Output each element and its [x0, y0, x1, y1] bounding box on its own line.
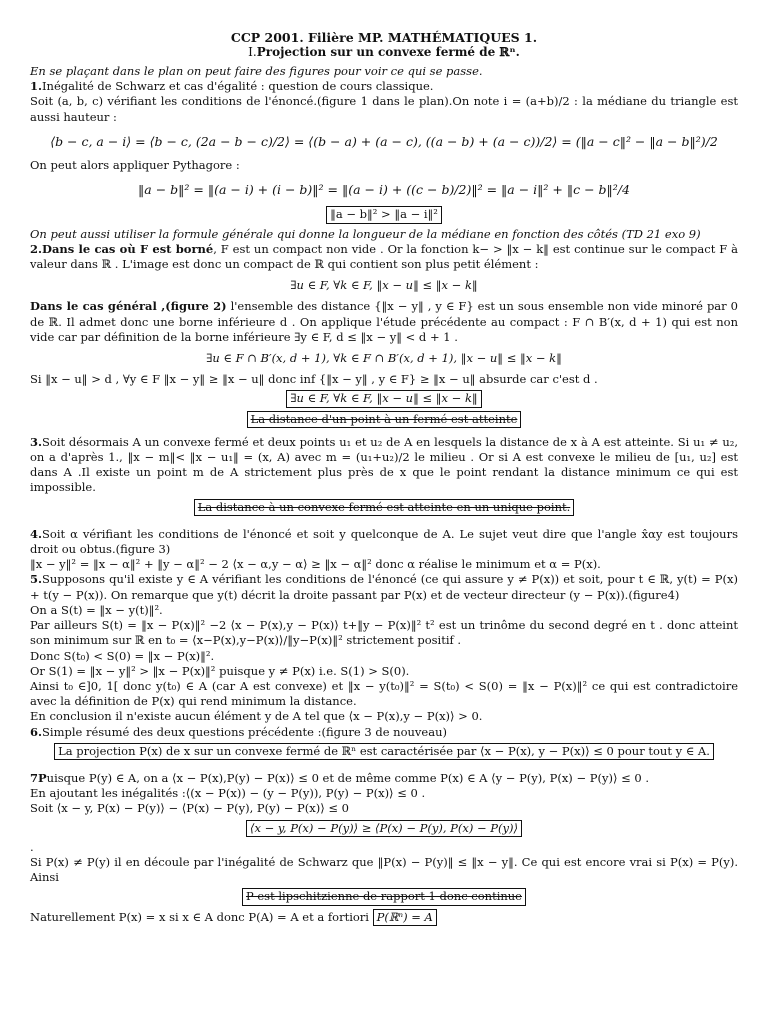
q1-line3: On peut alors appliquer Pythagore : — [30, 158, 240, 173]
q7-final-text: Naturellement P(x) = x si x ∈ A donc P(A) = A et a fortiori — [30, 909, 373, 924]
subtitle-prefix: I. — [248, 45, 257, 59]
q4-text2: ‖x − y‖² = ‖x − α‖² + ‖y − α‖² − 2 ⟨x − α,y − α⟩ ≥ ‖x − α‖² donc α réalise le minimum et α = P(x). — [30, 557, 601, 572]
q5-paragraph-1 — [30, 572, 738, 602]
doc-title: CCP 2001. Filière MP. MATHÉMATIQUES 1. — [230, 30, 538, 45]
q5-line-0: Supposons qu'il existe y ∈ A vérifiant les conditions de l'énoncé (ce qui assure y ≠ P(x)) et soit, pour t ∈ ℝ, y(t) = P(x) + t(y − P(x)). On remarque que y(t) décrit la droite passant par P(x) et de vecteur directeur (y − P(x)).(figure4) — [30, 572, 738, 602]
q7-final — [30, 909, 738, 926]
q7-line-0: uisque P(y) ∈ A, on a ⟨x − P(x),P(y) − P(x)⟩ ≤ 0 et de même comme P(x) ∈ A ⟨y − P(y), P(x) − P(y)⟩ ≤ 0 . — [46, 770, 650, 785]
q2-equation-1: ∃u ∈ F, ∀k ∈ F, ‖x − u‖ ≤ ‖x − k‖ — [290, 278, 478, 293]
q1-line2: Soit (a, b, c) vérifiant les conditions de l'énoncé.(figure 1 dans le plan).On note i = (a+b)/2 : la médiane du triangle est aussi hauteur : — [30, 94, 738, 124]
q5-line-1: On a S(t) = ‖x − y(t)‖². — [30, 602, 163, 617]
q7-boxed-2-text: P est lipschitzienne de rapport 1 donc continue — [242, 888, 526, 905]
q6-boxed — [30, 743, 738, 760]
q2-boxed-2 — [30, 411, 738, 428]
q3-boxed — [30, 499, 738, 516]
q3-heading: 3. — [30, 434, 43, 449]
q7-paragraph — [30, 771, 738, 786]
q5-line-4: Or S(1) = ‖x − y‖² > ‖x − P(x)‖² puisque y ≠ P(x) i.e. S(1) > S(0). — [30, 663, 410, 678]
q2-general-text: l'ensemble des distance {‖x − y‖ , y ∈ F} est un sous ensemble non vide minoré par 0 de ℝ. Il admet donc une borne inférieure d . On applique l'étude précédente au compact : F ∩ B′(x, d + 1) qui est non vide car par définition de la borne inférieure ∃y ∈ F, d ≤ ‖x − y‖ < d + 1 . — [30, 299, 738, 344]
q1-equation-2: ‖a − b‖² = ‖(a − i) + (i − b)‖² = ‖(a − i) + ((c − b)/2)‖² = ‖a − i‖² + ‖c − b‖²/4 — [138, 182, 630, 198]
q4-text1: Soit α vérifiant les conditions de l'énoncé et soit y quelconque de A. Le sujet veut dire que l'angle x̂αy est toujours droit ou obtus.(figure 3) — [30, 526, 738, 557]
q4-paragraph — [30, 527, 738, 557]
q7-final-boxed: P(ℝⁿ) = A — [373, 909, 437, 926]
q3-paragraph — [30, 435, 738, 496]
q7-boxed-2 — [30, 888, 738, 905]
q4-heading: 4. — [30, 526, 43, 541]
q2-heading: 2.Dans le cas où F est borné — [30, 241, 214, 256]
q3-text: Soit désormais A un convexe fermé et deux points u₁ et u₂ de A en lesquels la distance de x à A est atteinte. Si u₁ ≠ u₂, on a d'après 1., ‖x − m‖< ‖x − u₁‖ = (x, A) avec m = (u₁+u₂)/2 le milieu . Or si A est convexe le milieu de [u₁, u₂] est dans A .Il existe un point m de A strictement plus près de x que le point rendant la distance minimum ce qui est impossible. — [30, 434, 738, 495]
q2-boxed-1 — [30, 390, 738, 407]
q1-boxed-result — [30, 206, 738, 223]
q2-boxed-2-text: La distance d'un point à un fermé est atteinte — [247, 411, 522, 428]
q1-boxed-text: ‖a − b‖² > ‖a − i‖² — [326, 206, 442, 223]
q1-line1 — [30, 79, 738, 94]
q1-equation-1: ⟨b − c, a − i⟩ = ⟨b − c, (2a − b − c)/2⟩ = ⟨(b − a) + (a − c), ((a − b) + (a − c))/2⟩ = (‖a − c‖² − ‖a − b‖²)/2 — [50, 133, 718, 149]
q7-heading: 7P — [30, 770, 47, 785]
q5-line-2: Par ailleurs S(t) = ‖x − P(x)‖² −2 ⟨x − P(x),y − P(x)⟩ t+‖y − P(x)‖² t² est un trinôme du second degré en t . donc atteint son minimum sur ℝ en t₀ = ⟨x−P(x),y−P(x)⟩/‖y−P(x)‖² strictement positif . — [30, 618, 738, 648]
q7-line-2: Soit ⟨x − y, P(x) − P(y)⟩ − ⟨P(x) − P(y), P(y) − P(x)⟩ ≤ 0 — [30, 801, 349, 816]
q2-equation-2: ∃u ∈ F ∩ B′(x, d + 1), ∀k ∈ F ∩ B′(x, d + 1), ‖x − u‖ ≤ ‖x − k‖ — [206, 351, 562, 366]
q3-boxed-text: La distance à un convexe fermé est atteinte en un unique point. — [194, 499, 575, 516]
q2-boxed-1-text: ∃u ∈ F, ∀k ∈ F, ‖x − u‖ ≤ ‖x − k‖ — [286, 390, 481, 407]
q6-heading: 6. — [30, 724, 43, 739]
q1-heading: 1. — [30, 79, 43, 94]
intro-text: En se plaçant dans le plan on peut faire des figures pour voir ce qui se passe. — [30, 64, 483, 78]
q6-text: Simple résumé des deux questions précédente :(figure 3 de nouveau) — [42, 724, 447, 739]
subtitle-bold: Projection sur un convexe fermé de ℝⁿ. — [256, 45, 520, 59]
q5-heading: 5. — [30, 572, 43, 587]
q7-text2: Si P(x) ≠ P(y) il en découle par l'inégalité de Schwarz que ‖P(x) − P(y)‖ ≤ ‖x − y‖. Ce qui est encore vrai si P(x) = P(y). Ainsi — [30, 854, 738, 885]
q1-remark: On peut aussi utiliser la formule générale qui donne la longueur de la médiane en fonction des côtés (TD 21 exo 9) — [30, 226, 701, 241]
document-page — [30, 30, 738, 926]
q7-dot: . — [30, 839, 34, 854]
q6-boxed-text: La projection P(x) de x sur un convexe fermé de ℝⁿ est caractérisée par ⟨x − P(x), y − P(x)⟩ ≤ 0 pour tout y ∈ A. — [54, 743, 714, 760]
q2-line1: , F est un compact non vide . Or la fonction k− > ‖x − k‖ est continue sur le compact F à valeur dans ℝ . L'image est donc un compact de ℝ qui contient son plus petit élément : — [30, 241, 738, 272]
q6-paragraph — [30, 725, 738, 740]
q2-paragraph — [30, 242, 738, 272]
q2-general — [30, 299, 738, 345]
q1-line1-text: Inégalité de Schwarz et cas d'égalité : question de cours classique. — [42, 79, 434, 94]
q5-line-5: Ainsi t₀ ∈]0, 1[ donc y(t₀) ∈ A (car A est convexe) et ‖x − y(t₀)‖² = S(t₀) < S(0) = ‖x − P(x)‖² ce qui est contradictoire avec la définition de P(x) qui rend minimum la distance. — [30, 678, 738, 709]
q2-line2: Si ‖x − u‖ > d , ∀y ∈ F ‖x − y‖ ≥ ‖x − u‖ donc inf {‖x − y‖ , y ∈ F} ≥ ‖x − u‖ absurde car c'est d . — [30, 372, 598, 387]
q5-line-6: En conclusion il n'existe aucun élément y de A tel que ⟨x − P(x),y − P(x)⟩ > 0. — [30, 709, 483, 724]
q7-boxed-1 — [30, 820, 738, 837]
q5-line-3: Donc S(t₀) < S(0) = ‖x − P(x)‖². — [30, 648, 215, 663]
doc-subtitle — [30, 45, 738, 60]
q2-general-heading: Dans le cas général ,(figure 2) — [30, 299, 227, 314]
q7-boxed-1-text: ⟨x − y, P(x) − P(y)⟩ ≥ ⟨P(x) − P(y), P(x) − P(y)⟩ — [246, 820, 522, 837]
q7-line-1: En ajoutant les inégalités :⟨(x − P(x)) − (y − P(y)), P(y) − P(x)⟩ ≤ 0 . — [30, 786, 426, 801]
